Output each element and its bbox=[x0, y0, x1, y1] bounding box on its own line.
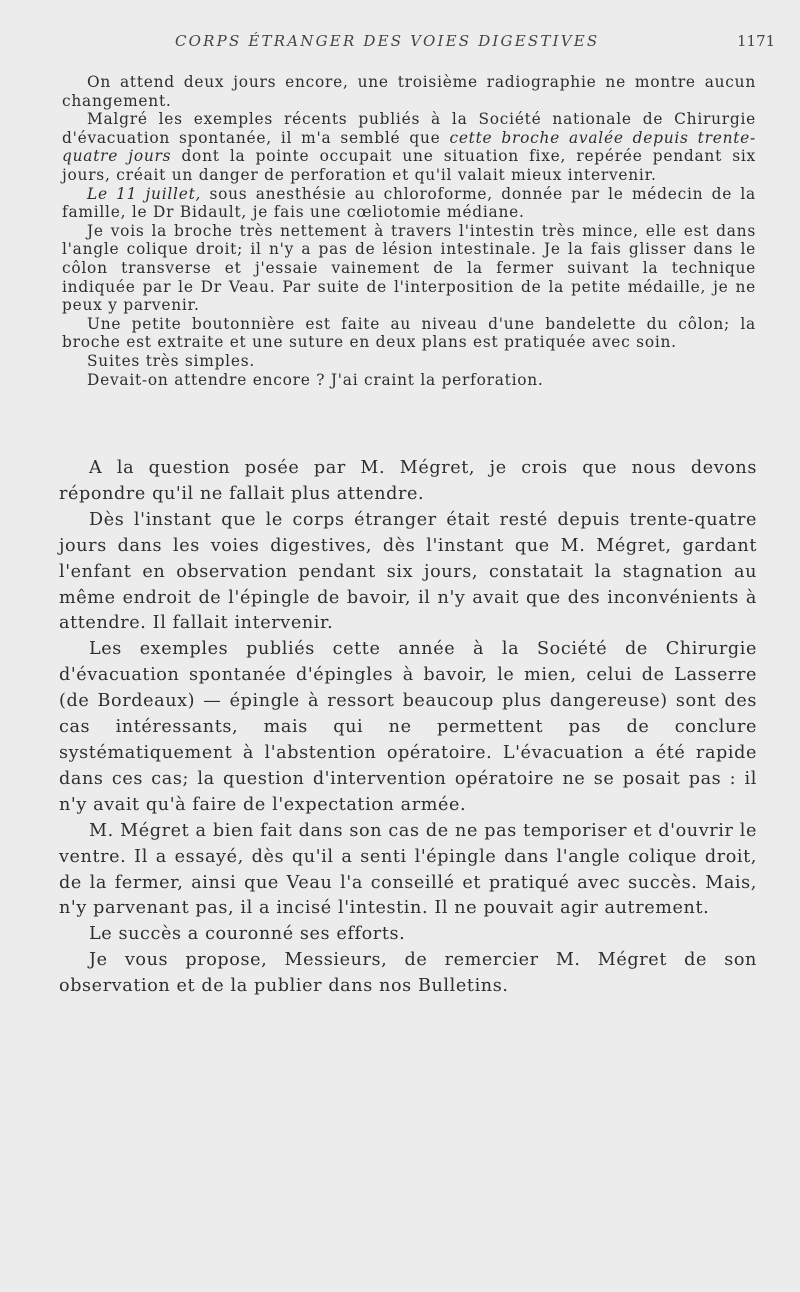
text-run: dont la pointe occupait une situation fixe, repérée pendant six jours, créait un danger de perforation et qu'il valait mieux intervenir. bbox=[62, 147, 756, 184]
page-number: 1171 bbox=[737, 32, 776, 50]
paragraph: Le succès a couronné ses efforts. bbox=[89, 924, 406, 945]
paragraph bbox=[62, 110, 756, 184]
paragraph: M. Mégret a bien fait dans son cas de ne pas temporiser et d'ouvrir le ventre. Il a essayé, dès qu'il a senti l'épingle dans l'angle colique droit, de la fermer, ainsi que Veau l'a conseillé et pratiqué avec succès. Mais, n'y parvenant pas, il a incisé l'intestin. Il ne pouvait agir autrement. bbox=[59, 820, 757, 919]
paragraph: A la question posée par M. Mégret, je crois que nous devons répondre qu'il ne fallait plus attendre. bbox=[59, 458, 757, 504]
paragraph: Une petite boutonnière est faite au niveau d'une bandelette du côlon; la broche est extraite et une suture en deux plans est pratiquée avec soin. bbox=[62, 314, 756, 352]
text-run: sous anesthésie au chloroforme, donnée par le médecin de la famille, le Dr Bidault, je fais une cœliotomie médiane. bbox=[62, 184, 756, 222]
report-text bbox=[59, 456, 757, 1000]
paragraph: Suites très simples. bbox=[87, 351, 255, 370]
text-run: Malgré les exemples récents publiés à la Société nationale de Chirurgie d'évacuation spontanée, il m'a semblé que bbox=[62, 110, 756, 147]
paragraph bbox=[62, 185, 756, 222]
paragraph: Je vois la broche très nettement à travers l'intestin très mince, elle est dans l'angle colique droit; il n'y a pas de lésion intestinale. Je la fais glisser dans le côlon transverse et j'essaie vainement de la fermer suivant la technique indiquée par le Dr Veau. Par suite de l'interposition de la petite médaille, je ne peux y parvenir. bbox=[62, 221, 756, 315]
emphasis: Le 11 juillet, bbox=[87, 184, 202, 203]
paragraph: On attend deux jours encore, une troisième radiographie ne montre aucun changement. bbox=[62, 73, 756, 110]
paragraph: Devait-on attendre encore ? J'ai craint la perforation. bbox=[87, 370, 544, 389]
observation-text bbox=[62, 73, 756, 389]
paragraph: Je vous propose, Messieurs, de remercier M. Mégret de son observation et de la publier dans nos Bulletins. bbox=[59, 950, 757, 997]
paragraph: Les exemples publiés cette année à la Société de Chirurgie d'évacuation spontanée d'épingles à bavoir, le mien, celui de Lasserre (de Bordeaux) — épingle à ressort beaucoup plus dangereuse) sont des cas intéressants, mais qui ne permettent pas de conclure systématiquement à l'abstention opératoire. L'évacuation a été rapide dans ces cas; la question d'intervention opératoire ne se posait pas : il n'y avait qu'à faire de l'expectation armée. bbox=[59, 639, 757, 815]
paragraph: Dès l'instant que le corps étranger était resté depuis trente-quatre jours dans les voies digestives, dès l'instant que M. Mégret, gardant l'enfant en observation pendant six jours, constatait la stagnation au même endroit de l'épingle de bavoir, il n'y avait que des inconvénients à attendre. Il fallait intervenir. bbox=[59, 509, 757, 634]
emphasis: cette broche avalée depuis trente-quatre jours bbox=[62, 128, 756, 166]
running-head: CORPS ÉTRANGER DES VOIES DIGESTIVES bbox=[175, 32, 600, 50]
